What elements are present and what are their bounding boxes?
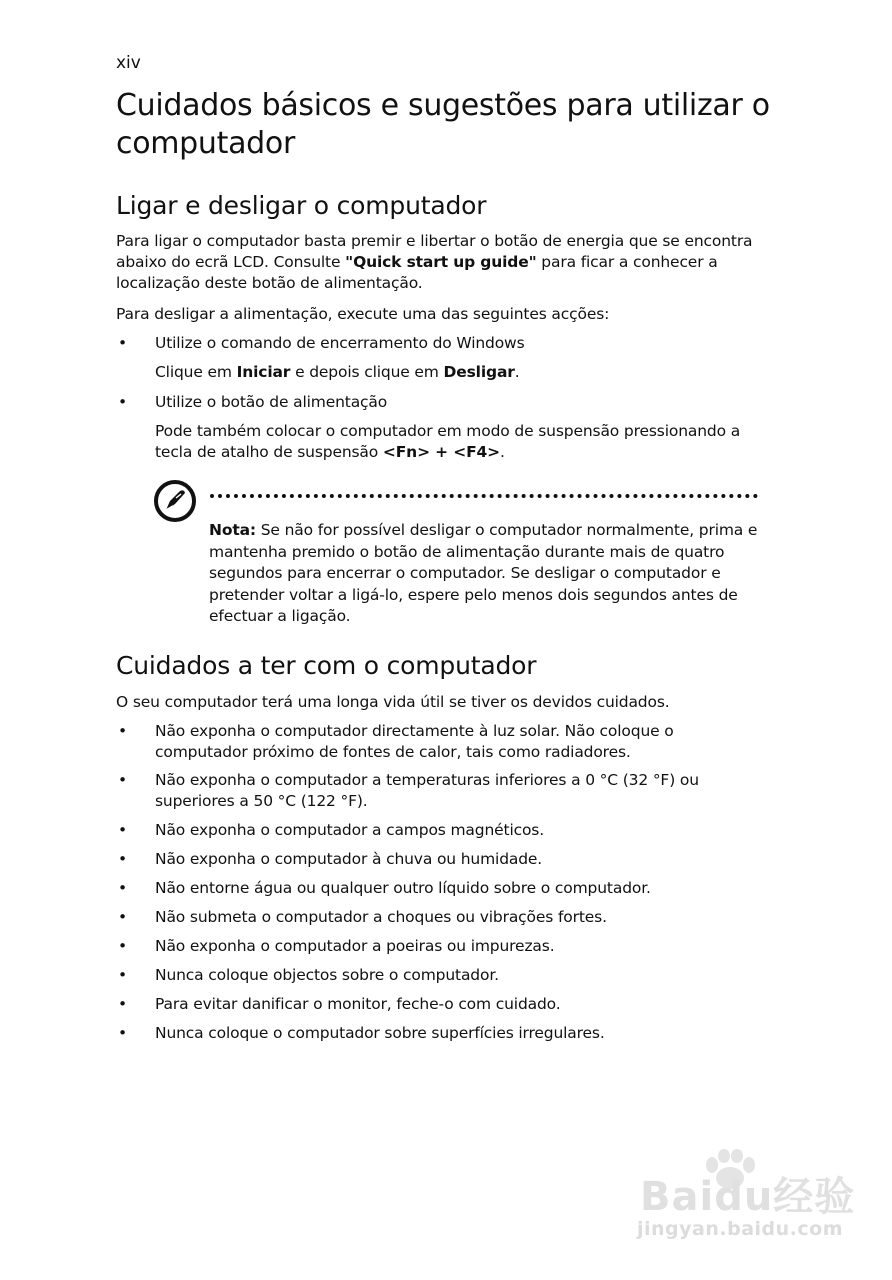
- watermark-logo: Baidu经验: [640, 1174, 856, 1220]
- section-heading-power: Ligar e desligar o computador: [116, 191, 487, 220]
- care-list-item: Para evitar danificar o monitor, feche-o com cuidado.: [155, 995, 561, 1013]
- care-list-item: Não exponha o computador directamente à luz solar. Não coloque o computador próximo de fontes de calor, tais como radiadores.: [155, 722, 674, 761]
- page-title: Cuidados básicos e sugestões para utilizar o computador: [116, 88, 770, 161]
- shutdown-term: Desligar: [443, 363, 515, 381]
- sleep-hotkey: <Fn> + <F4>: [382, 443, 500, 461]
- note-label: Nota:: [209, 521, 256, 539]
- care-list-item: Nunca coloque o computador sobre superfícies irregulares.: [155, 1024, 605, 1042]
- power-off-option-button-detail: Pode também colocar o computador em modo de suspensão pressionando a tecla de atalho de suspensão <Fn> + <F4>.: [155, 422, 741, 461]
- bullet-marker: •: [118, 334, 128, 352]
- care-list-item: Não exponha o computador a campos magnéticos.: [155, 821, 545, 839]
- power-off-option-windows-detail: Clique em Iniciar e depois clique em Desligar.: [155, 363, 520, 381]
- bullet-marker: •: [118, 821, 128, 839]
- power-on-paragraph: Para ligar o computador basta premir e libertar o botão de energia que se encontra abaixo do ecrã LCD. Consulte "Quick start up guide" para ficar a conhecer a localização deste botão de alimentação.: [116, 232, 753, 292]
- care-intro: O seu computador terá uma longa vida útil se tiver os devidos cuidados.: [116, 693, 670, 711]
- bullet-marker: •: [118, 722, 128, 740]
- care-list-item: Não submeta o computador a choques ou vibrações fortes.: [155, 908, 607, 926]
- guide-reference: "Quick start up guide": [345, 253, 537, 271]
- bullet-marker: •: [118, 1024, 128, 1042]
- note-pen-icon: [153, 479, 197, 523]
- start-menu-term: Iniciar: [236, 363, 291, 381]
- note-divider: [210, 494, 758, 498]
- care-list-item: Nunca coloque objectos sobre o computador.: [155, 966, 499, 984]
- power-off-option-windows: Utilize o comando de encerramento do Windows: [155, 334, 525, 352]
- power-off-intro: Para desligar a alimentação, execute uma das seguintes acções:: [116, 305, 610, 323]
- bullet-marker: •: [118, 850, 128, 868]
- care-list-item: Não entorne água ou qualquer outro líquido sobre o computador.: [155, 879, 651, 897]
- page-number: xiv: [116, 53, 141, 73]
- care-list-item: Não exponha o computador a temperaturas inferiores a 0 °C (32 °F) ou superiores a 50 °C (122 °F).: [155, 771, 699, 810]
- bullet-marker: •: [118, 966, 128, 984]
- bullet-marker: •: [118, 937, 128, 955]
- bullet-marker: •: [118, 393, 128, 411]
- power-off-option-button: Utilize o botão de alimentação: [155, 393, 388, 411]
- note-text: Nota: Se não for possível desligar o computador normalmente, prima e mantenha premido o botão de alimentação durante mais de quatro segundos para encerrar o computador. Se desligar o computador e pretender voltar a ligá-lo, espere pelo menos dois segundos antes de efectuar a ligação.: [209, 521, 758, 625]
- care-list-item: Não exponha o computador a poeiras ou impurezas.: [155, 937, 555, 955]
- care-list-item: Não exponha o computador à chuva ou humidade.: [155, 850, 543, 868]
- bullet-marker: •: [118, 908, 128, 926]
- bullet-marker: •: [118, 771, 128, 789]
- watermark-url: jingyan.baidu.com: [637, 1218, 843, 1240]
- section-heading-care: Cuidados a ter com o computador: [116, 651, 537, 680]
- bullet-marker: •: [118, 879, 128, 897]
- bullet-marker: •: [118, 995, 128, 1013]
